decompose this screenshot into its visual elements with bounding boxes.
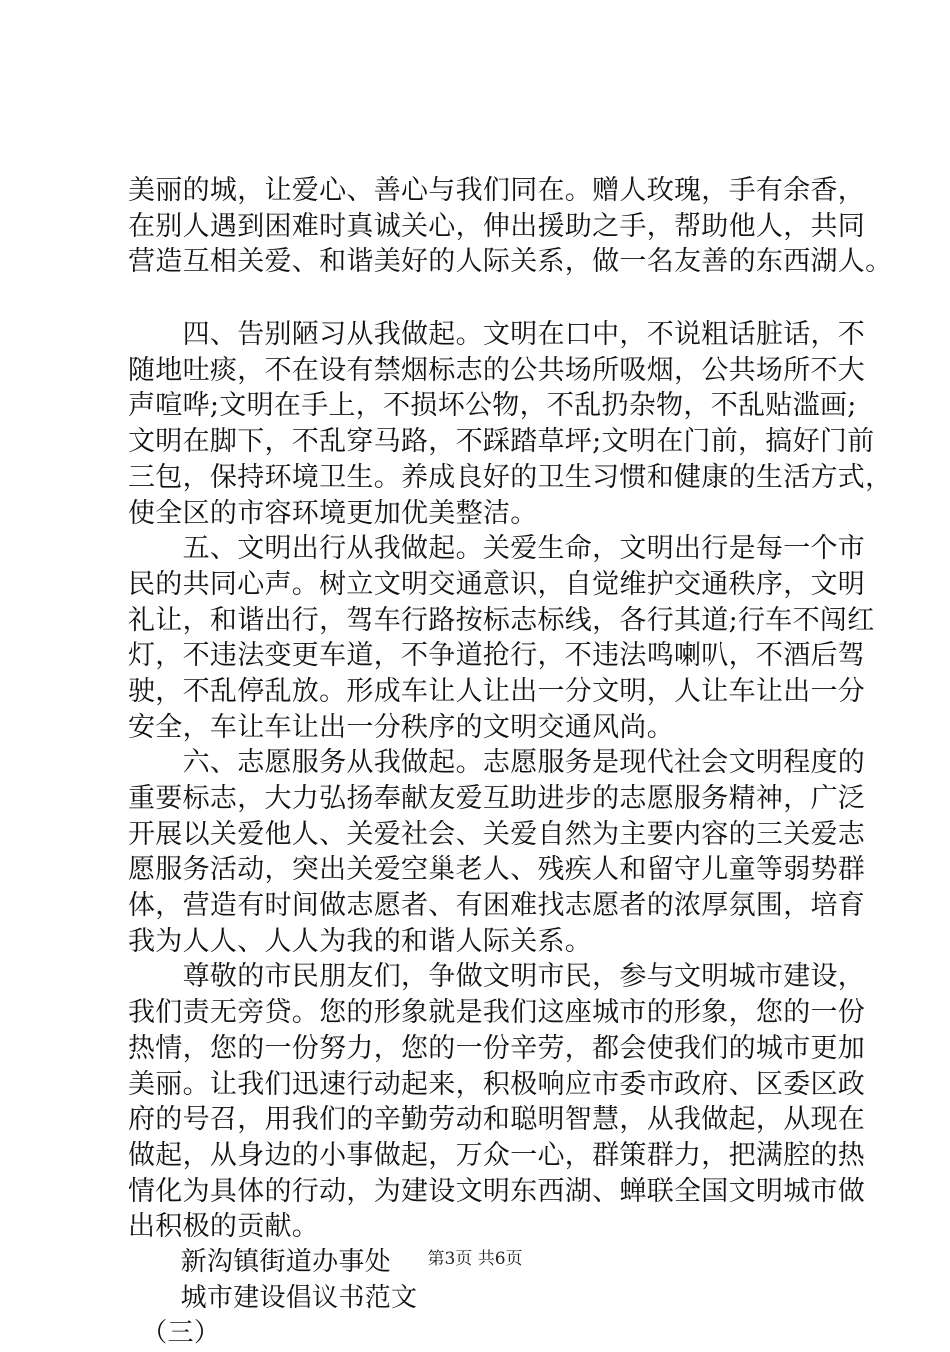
text-line: 尊敬的市民朋友们，争做文明市民，参与文明城市建设， (128, 961, 866, 993)
text-line: 我们责无旁贷。您的形象就是我们这座城市的形象，您的一份 (128, 997, 866, 1029)
signature-organization: 新沟镇街道办事处 (128, 1246, 392, 1277)
next-document-title: 城市建设倡议书范文 (128, 1282, 418, 1313)
paragraph-gap (128, 280, 843, 317)
text-line: 开展以关爱他人、关爱社会、关爱自然为主要内容的三关爱志 (128, 818, 866, 850)
text-line: 在别人遇到困难时真诚关心，伸出援助之手，帮助他人，共同 (128, 210, 866, 242)
paragraph-six (128, 745, 866, 959)
text-line: 热情，您的一份努力，您的一份辛劳，都会使我们的城市更加 (128, 1032, 866, 1064)
text-line: 灯，不违法变更车道，不争道抢行，不违法鸣喇叭，不酒后驾 (128, 640, 866, 672)
paragraph-five (128, 531, 875, 745)
paragraph-four (128, 317, 893, 531)
text-line: 做起，从身边的小事做起，万众一心，群策群力，把满腔的热 (128, 1139, 866, 1171)
paragraph-continuation (128, 173, 893, 280)
text-line: 府的号召，用我们的辛勤劳动和聪明智慧，从我做起，从现在 (128, 1104, 866, 1136)
text-line: 礼让，和谐出行，驾车行路按标志标线，各行其道;行车不闯红 (128, 604, 875, 636)
text-line: 三包，保持环境卫生。养成良好的卫生习惯和健康的生活方式， (128, 461, 893, 493)
text-line: 随地吐痰，不在设有禁烟标志的公共场所吸烟，公共场所不大 (128, 354, 866, 386)
text-line: 六、志愿服务从我做起。志愿服务是现代社会文明程度的 (128, 747, 866, 779)
text-line: 营造互相关爱、和谐美好的人际关系，做一名友善的东西湖人。 (128, 246, 893, 278)
text-line: 安全，车让车让出一分秩序的文明交通风尚。 (128, 711, 674, 743)
text-line: 使全区的市容环境更加优美整洁。 (128, 497, 538, 529)
text-line: 重要标志，大力弘扬奉献友爱互助进步的志愿服务精神，广泛 (128, 783, 866, 814)
text-line: 愿服务活动，突出关爱空巢老人、残疾人和留守儿童等弱势群 (128, 854, 866, 886)
text-line: 五、文明出行从我做起。关爱生命，文明出行是每一个市 (128, 533, 866, 565)
closing-paragraph (128, 959, 866, 1245)
document-body (128, 173, 893, 1352)
text-line: 文明在脚下，不乱穿马路，不踩踏草坪;文明在门前，搞好门前 (128, 426, 875, 458)
text-line: 四、告别陋习从我做起。文明在口中，不说粗话脏话，不 (128, 319, 866, 351)
text-line: 体，营造有时间做志愿者、有困难找志愿者的浓厚氛围，培育 (128, 890, 866, 922)
text-line: 民的共同心声。树立文明交通意识，自觉维护交通秩序，文明 (128, 568, 866, 600)
section-marker: （三） (128, 1318, 221, 1349)
text-line: 出积极的贡献。 (128, 1211, 320, 1243)
text-line: 驶，不乱停乱放。形成车让人让出一分文明，人让车让出一分 (128, 675, 866, 707)
text-line: 声喧哗;文明在手上，不损坏公物，不乱扔杂物，不乱贴滥画; (128, 390, 857, 422)
text-line: 情化为具体的行动，为建设文明东西湖、蝉联全国文明城市做 (128, 1175, 866, 1207)
text-line: 美丽。让我们迅速行动起来，积极响应市委市政府、区委区政 (128, 1068, 866, 1100)
text-line: 美丽的城，让爱心、善心与我们同在。赠人玫瑰，手有余香， (128, 175, 866, 206)
text-line: 我为人人、人人为我的和谐人际关系。 (128, 925, 593, 957)
page-indicator: 第3页 共6页 (427, 1249, 523, 1269)
